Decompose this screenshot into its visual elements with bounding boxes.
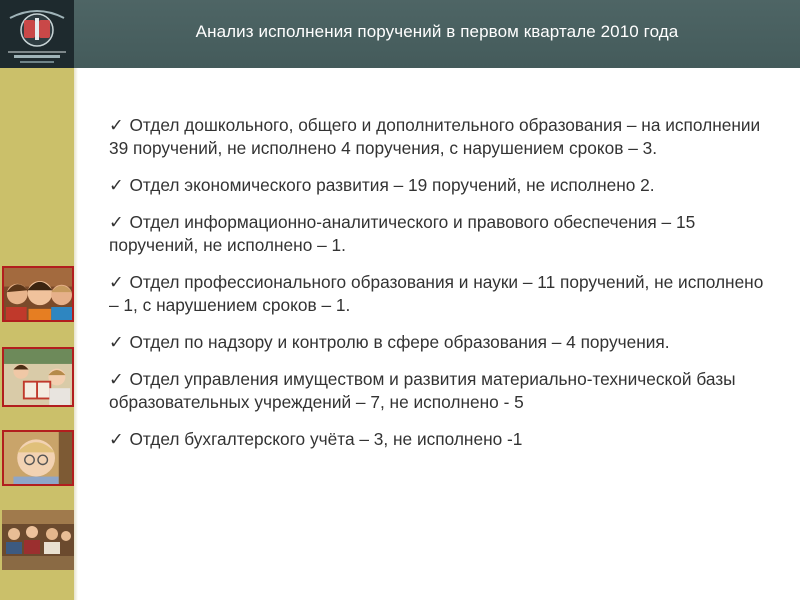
list-item	[109, 271, 769, 317]
checkmark-icon: ✓	[109, 332, 124, 352]
checkmark-icon: ✓	[109, 272, 124, 292]
list-item-text: Отдел дошкольного, общего и дополнительного образования – на исполнении 39 поручений, не исполнено 4 поручения, с нарушением сроков – 3.	[109, 115, 761, 158]
emblem-icon	[0, 0, 74, 68]
checkmark-icon: ✓	[109, 369, 124, 389]
header-bar	[74, 0, 800, 68]
list-item-text: Отдел информационно-аналитического и правового обеспечения – 15 поручений, не исполнено – 1.	[109, 212, 696, 255]
logo	[0, 0, 74, 68]
classroom-photo	[2, 510, 74, 570]
boy-glasses-photo	[2, 430, 74, 486]
sidebar-edge	[74, 68, 78, 600]
children-photo	[2, 266, 74, 322]
assignment-list	[109, 114, 769, 465]
list-item-text: Отдел бухгалтерского учёта – 3, не исполнено -1	[129, 429, 523, 449]
list-item	[109, 331, 769, 354]
list-item-text: Отдел профессионального образования и науки – 11 поручений, не исполнено – 1, с нарушением сроков – 1.	[109, 272, 764, 315]
reading-children-photo	[2, 347, 74, 407]
checkmark-icon: ✓	[109, 212, 124, 232]
list-item	[109, 114, 769, 160]
list-item-text: Отдел экономического развития – 19 поручений, не исполнено 2.	[129, 175, 655, 195]
page-title: Анализ исполнения поручений в первом квартале 2010 года	[195, 22, 679, 41]
checkmark-icon: ✓	[109, 175, 124, 195]
list-item	[109, 368, 769, 414]
list-item	[109, 428, 769, 451]
checkmark-icon: ✓	[109, 115, 124, 135]
checkmark-icon: ✓	[109, 429, 124, 449]
list-item-text: Отдел по надзору и контролю в сфере образования – 4 поручения.	[129, 332, 670, 352]
list-item-text: Отдел управления имуществом и развития материально-технической базы образовательных учреждений – 7, не исполнено - 5	[109, 369, 736, 412]
list-item	[109, 174, 769, 197]
list-item	[109, 211, 769, 257]
